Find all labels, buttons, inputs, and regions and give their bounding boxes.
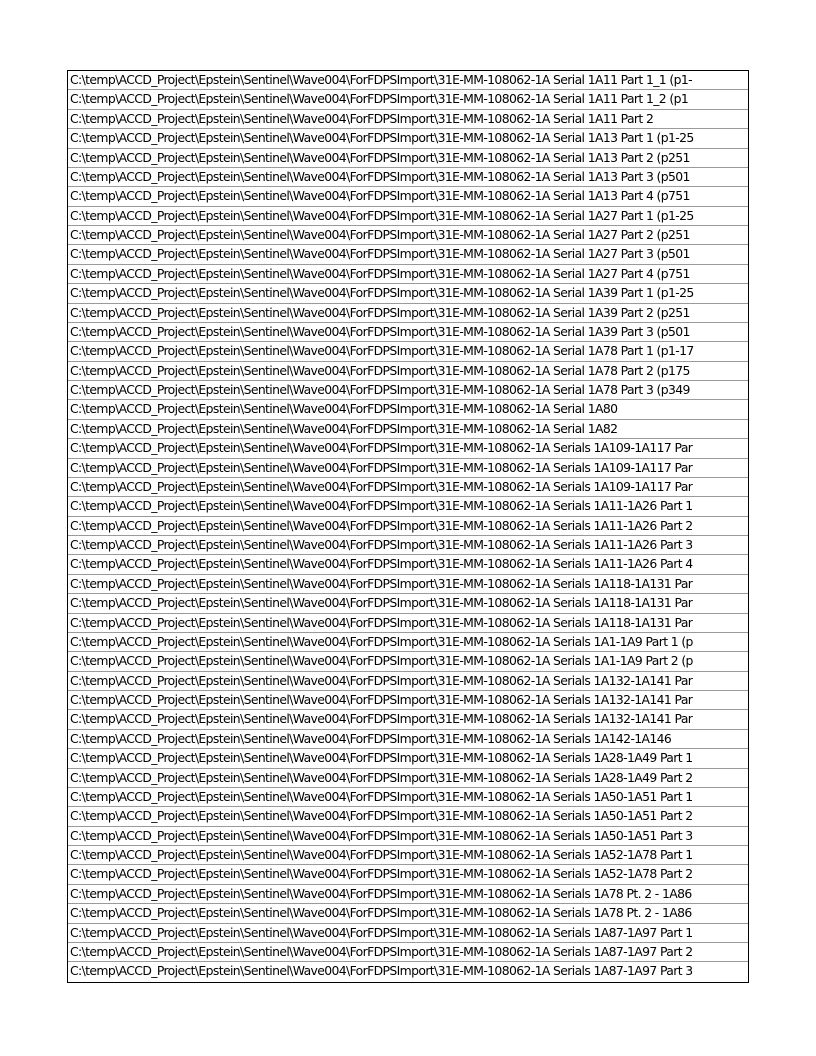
table-row: C:\temp\ACCD_Project\Epstein\Sentinel\Wave004\ForFDPSImport\31E-MM-108062-1A Serials 1A109-1A117 Par (68, 459, 748, 478)
table-row: C:\temp\ACCD_Project\Epstein\Sentinel\Wave004\ForFDPSImport\31E-MM-108062-1A Serials 1A52-1A78 Part 1 (68, 846, 748, 865)
table-row: C:\temp\ACCD_Project\Epstein\Sentinel\Wave004\ForFDPSImport\31E-MM-108062-1A Serial 1A78 Part 2 (p175 (68, 362, 748, 381)
table-row: C:\temp\ACCD_Project\Epstein\Sentinel\Wave004\ForFDPSImport\31E-MM-108062-1A Serials 1A109-1A117 Par (68, 478, 748, 497)
table-row: C:\temp\ACCD_Project\Epstein\Sentinel\Wave004\ForFDPSImport\31E-MM-108062-1A Serials 1A118-1A131 Par (68, 594, 748, 613)
table-row: C:\temp\ACCD_Project\Epstein\Sentinel\Wave004\ForFDPSImport\31E-MM-108062-1A Serials 1A11-1A26 Part 3 (68, 536, 748, 555)
table-row: C:\temp\ACCD_Project\Epstein\Sentinel\Wave004\ForFDPSImport\31E-MM-108062-1A Serials 1A78 Pt. 2 - 1A86 (68, 904, 748, 923)
table-row: C:\temp\ACCD_Project\Epstein\Sentinel\Wave004\ForFDPSImport\31E-MM-108062-1A Serial 1A82 (68, 420, 748, 439)
table-row: C:\temp\ACCD_Project\Epstein\Sentinel\Wave004\ForFDPSImport\31E-MM-108062-1A Serials 1A87-1A97 Part 3 (70, 963, 693, 979)
table-row: C:\temp\ACCD_Project\Epstein\Sentinel\Wave004\ForFDPSImport\31E-MM-108062-1A Serial 1A39 Part 2 (p251 (68, 304, 748, 323)
table-row: C:\temp\ACCD_Project\Epstein\Sentinel\Wave004\ForFDPSImport\31E-MM-108062-1A Serials 1A50-1A51 Part 1 (68, 788, 748, 807)
table-row: C:\temp\ACCD_Project\Epstein\Sentinel\Wave004\ForFDPSImport\31E-MM-108062-1A Serials 1A11-1A26 Part 4 (68, 555, 748, 574)
table-row: C:\temp\ACCD_Project\Epstein\Sentinel\Wave004\ForFDPSImport\31E-MM-108062-1A Serial 1A27 Part 2 (p251 (68, 226, 748, 245)
table-row: C:\temp\ACCD_Project\Epstein\Sentinel\Wave004\ForFDPSImport\31E-MM-108062-1A Serial 1A13 Part 1 (p1-25 (68, 129, 748, 148)
table-row: C:\temp\ACCD_Project\Epstein\Sentinel\Wave004\ForFDPSImport\31E-MM-108062-1A Serial 1A78 Part 1 (p1-17 (68, 342, 748, 361)
table-row: C:\temp\ACCD_Project\Epstein\Sentinel\Wave004\ForFDPSImport\31E-MM-108062-1A Serials 1A109-1A117 Par (68, 439, 748, 458)
table-row: C:\temp\ACCD_Project\Epstein\Sentinel\Wave004\ForFDPSImport\31E-MM-108062-1A Serials 1A28-1A49 Part 2 (68, 769, 748, 788)
table-row: C:\temp\ACCD_Project\Epstein\Sentinel\Wave004\ForFDPSImport\31E-MM-108062-1A Serial 1A80 (68, 400, 748, 419)
table-row: C:\temp\ACCD_Project\Epstein\Sentinel\Wave004\ForFDPSImport\31E-MM-108062-1A Serials 1A52-1A78 Part 2 (68, 865, 748, 884)
table-row: C:\temp\ACCD_Project\Epstein\Sentinel\Wave004\ForFDPSImport\31E-MM-108062-1A Serial 1A13 Part 4 (p751 (68, 187, 748, 206)
table-row: C:\temp\ACCD_Project\Epstein\Sentinel\Wave004\ForFDPSImport\31E-MM-108062-1A Serials 1A118-1A131 Par (68, 575, 748, 594)
table-row: C:\temp\ACCD_Project\Epstein\Sentinel\Wave004\ForFDPSImport\31E-MM-108062-1A Serial 1A27 Part 3 (p501 (68, 245, 748, 264)
table-row: C:\temp\ACCD_Project\Epstein\Sentinel\Wave004\ForFDPSImport\31E-MM-108062-1A Serial 1A13 Part 3 (p501 (68, 168, 748, 187)
table-row: C:\temp\ACCD_Project\Epstein\Sentinel\Wave004\ForFDPSImport\31E-MM-108062-1A Serials 1A118-1A131 Par (68, 614, 748, 633)
table-row: C:\temp\ACCD_Project\Epstein\Sentinel\Wave004\ForFDPSImport\31E-MM-108062-1A Serials 1A1-1A9 Part 2 (p (68, 652, 748, 671)
table-row: C:\temp\ACCD_Project\Epstein\Sentinel\Wave004\ForFDPSImport\31E-MM-108062-1A Serials 1A1-1A9 Part 1 (p (68, 633, 748, 652)
table-row: C:\temp\ACCD_Project\Epstein\Sentinel\Wave004\ForFDPSImport\31E-MM-108062-1A Serials 1A50-1A51 Part 2 (68, 807, 748, 826)
table-row: C:\temp\ACCD_Project\Epstein\Sentinel\Wave004\ForFDPSImport\31E-MM-108062-1A Serial 1A11 Part 1_1 (p1- (68, 71, 748, 90)
table-row: C:\temp\ACCD_Project\Epstein\Sentinel\Wave004\ForFDPSImport\31E-MM-108062-1A Serials 1A11-1A26 Part 2 (68, 517, 748, 536)
table-row: C:\temp\ACCD_Project\Epstein\Sentinel\Wave004\ForFDPSImport\31E-MM-108062-1A Serials 1A78 Pt. 2 - 1A86 (68, 885, 748, 904)
table-row: C:\temp\ACCD_Project\Epstein\Sentinel\Wave004\ForFDPSImport\31E-MM-108062-1A Serials 1A87-1A97 Part 2 (68, 943, 748, 962)
table-row: C:\temp\ACCD_Project\Epstein\Sentinel\Wave004\ForFDPSImport\31E-MM-108062-1A Serial 1A39 Part 1 (p1-25 (68, 284, 748, 303)
table-row: C:\temp\ACCD_Project\Epstein\Sentinel\Wave004\ForFDPSImport\31E-MM-108062-1A Serial 1A39 Part 3 (p501 (68, 323, 748, 342)
table-row: C:\temp\ACCD_Project\Epstein\Sentinel\Wave004\ForFDPSImport\31E-MM-108062-1A Serial 1A11 Part 1_2 (p1 (68, 90, 748, 109)
table-row: C:\temp\ACCD_Project\Epstein\Sentinel\Wave004\ForFDPSImport\31E-MM-108062-1A Serial 1A13 Part 2 (p251 (68, 149, 748, 168)
table-row: C:\temp\ACCD_Project\Epstein\Sentinel\Wave004\ForFDPSImport\31E-MM-108062-1A Serials 1A11-1A26 Part 1 (68, 497, 748, 516)
table-row: C:\temp\ACCD_Project\Epstein\Sentinel\Wave004\ForFDPSImport\31E-MM-108062-1A Serials 1A132-1A141 Par (68, 672, 748, 691)
table-row: C:\temp\ACCD_Project\Epstein\Sentinel\Wave004\ForFDPSImport\31E-MM-108062-1A Serials 1A142-1A146 (68, 730, 748, 749)
table-row: C:\temp\ACCD_Project\Epstein\Sentinel\Wave004\ForFDPSImport\31E-MM-108062-1A Serials 1A132-1A141 Par (68, 710, 748, 729)
table-row: C:\temp\ACCD_Project\Epstein\Sentinel\Wave004\ForFDPSImport\31E-MM-108062-1A Serial 1A11 Part 2 (68, 110, 748, 129)
table-row: C:\temp\ACCD_Project\Epstein\Sentinel\Wave004\ForFDPSImport\31E-MM-108062-1A Serial 1A27 Part 4 (p751 (68, 265, 748, 284)
file-path-table (67, 70, 749, 983)
table-row: C:\temp\ACCD_Project\Epstein\Sentinel\Wave004\ForFDPSImport\31E-MM-108062-1A Serials 1A28-1A49 Part 1 (68, 749, 748, 768)
table-row: C:\temp\ACCD_Project\Epstein\Sentinel\Wave004\ForFDPSImport\31E-MM-108062-1A Serial 1A78 Part 3 (p349 (68, 381, 748, 400)
table-row: C:\temp\ACCD_Project\Epstein\Sentinel\Wave004\ForFDPSImport\31E-MM-108062-1A Serial 1A27 Part 1 (p1-25 (68, 207, 748, 226)
table-row: C:\temp\ACCD_Project\Epstein\Sentinel\Wave004\ForFDPSImport\31E-MM-108062-1A Serials 1A132-1A141 Par (68, 691, 748, 710)
table-row: C:\temp\ACCD_Project\Epstein\Sentinel\Wave004\ForFDPSImport\31E-MM-108062-1A Serials 1A87-1A97 Part 1 (68, 924, 748, 943)
table-row: C:\temp\ACCD_Project\Epstein\Sentinel\Wave004\ForFDPSImport\31E-MM-108062-1A Serials 1A50-1A51 Part 3 (68, 827, 748, 846)
